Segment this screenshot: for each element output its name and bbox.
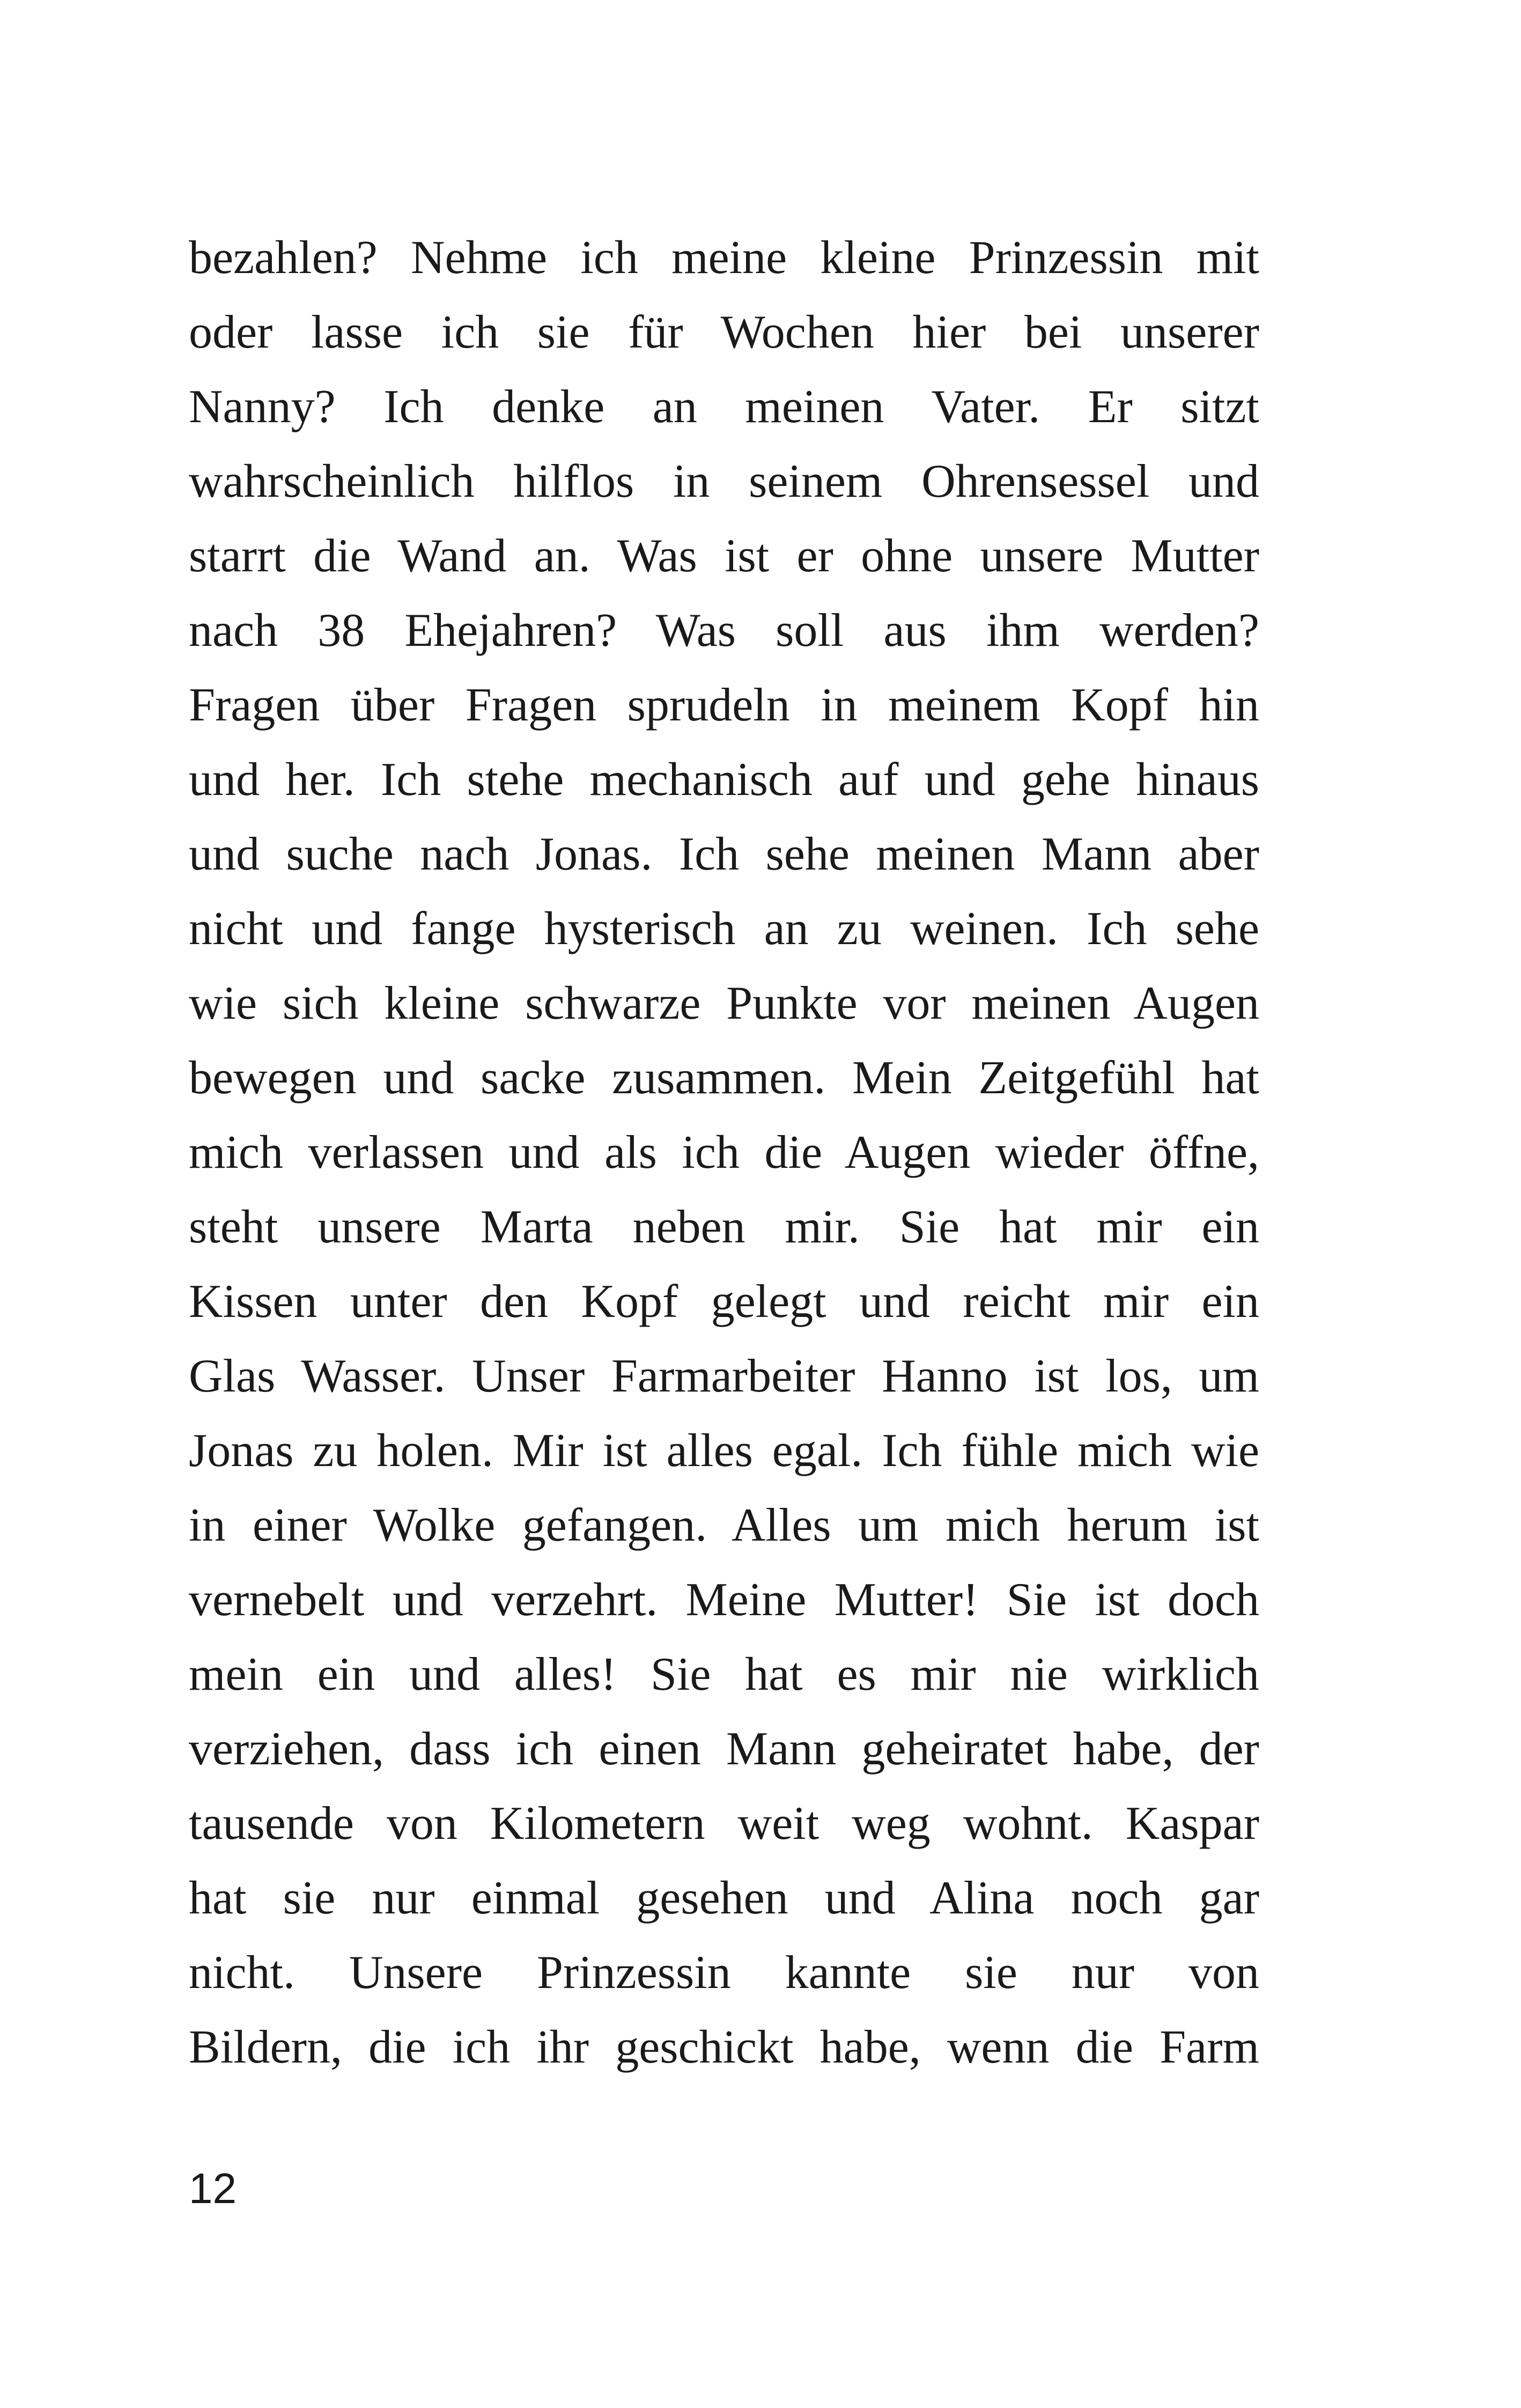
text-line: steht unsere Marta neben mir. Sie hat mir ein — [189, 1201, 1259, 1253]
text-line: tausende von Kilometern weit weg wohnt. Kaspar — [189, 1798, 1259, 1850]
text-line: und suche nach Jonas. Ich sehe meinen Mann aber — [189, 828, 1259, 880]
text-line: Jonas zu holen. Mir ist alles egal. Ich fühle mich wie — [189, 1425, 1259, 1477]
body-text — [189, 220, 1259, 2085]
page-number: 12 — [189, 2164, 237, 2212]
text-line: bezahlen? Nehme ich meine kleine Prinzessin mit — [189, 232, 1259, 284]
text-line: bewegen und sacke zusammen. Mein Zeitgefühl hat — [189, 1052, 1259, 1104]
text-line: Nanny? Ich denke an meinen Vater. Er sitzt — [189, 381, 1259, 433]
text-line: und her. Ich stehe mechanisch auf und gehe hinaus — [189, 754, 1259, 806]
text-line: wahrscheinlich hilflos in seinem Ohrensessel und — [189, 455, 1259, 507]
text-line: nicht und fange hysterisch an zu weinen. Ich sehe — [189, 903, 1259, 955]
text-line: Bildern, die ich ihr geschickt habe, wenn die Farm — [189, 2021, 1259, 2073]
text-line: mein ein und alles! Sie hat es mir nie wirklich — [189, 1648, 1259, 1700]
text-line: vernebelt und verzehrt. Meine Mutter! Sie ist doch — [189, 1574, 1259, 1626]
text-line: Kissen unter den Kopf gelegt und reicht mir ein — [189, 1276, 1259, 1328]
text-line: oder lasse ich sie für Wochen hier bei unserer — [189, 306, 1259, 358]
text-line: starrt die Wand an. Was ist er ohne unsere Mutter — [189, 530, 1259, 582]
text-line: nach 38 Ehejahren? Was soll aus ihm werden? — [189, 605, 1259, 657]
text-line: wie sich kleine schwarze Punkte vor meinen Augen — [189, 977, 1259, 1029]
text-line: Glas Wasser. Unser Farmarbeiter Hanno ist los, um — [189, 1350, 1259, 1402]
text-line: in einer Wolke gefangen. Alles um mich herum ist — [189, 1499, 1259, 1551]
text-line: hat sie nur einmal gesehen und Alina noch gar — [189, 1872, 1259, 1924]
text-line: verziehen, dass ich einen Mann geheiratet habe, der — [189, 1723, 1259, 1775]
text-line: mich verlassen und als ich die Augen wieder öffne, — [189, 1126, 1259, 1179]
text-line: nicht. Unsere Prinzessin kannte sie nur von — [189, 1947, 1259, 1999]
text-line: Fragen über Fragen sprudeln in meinem Kopf hin — [189, 679, 1259, 731]
